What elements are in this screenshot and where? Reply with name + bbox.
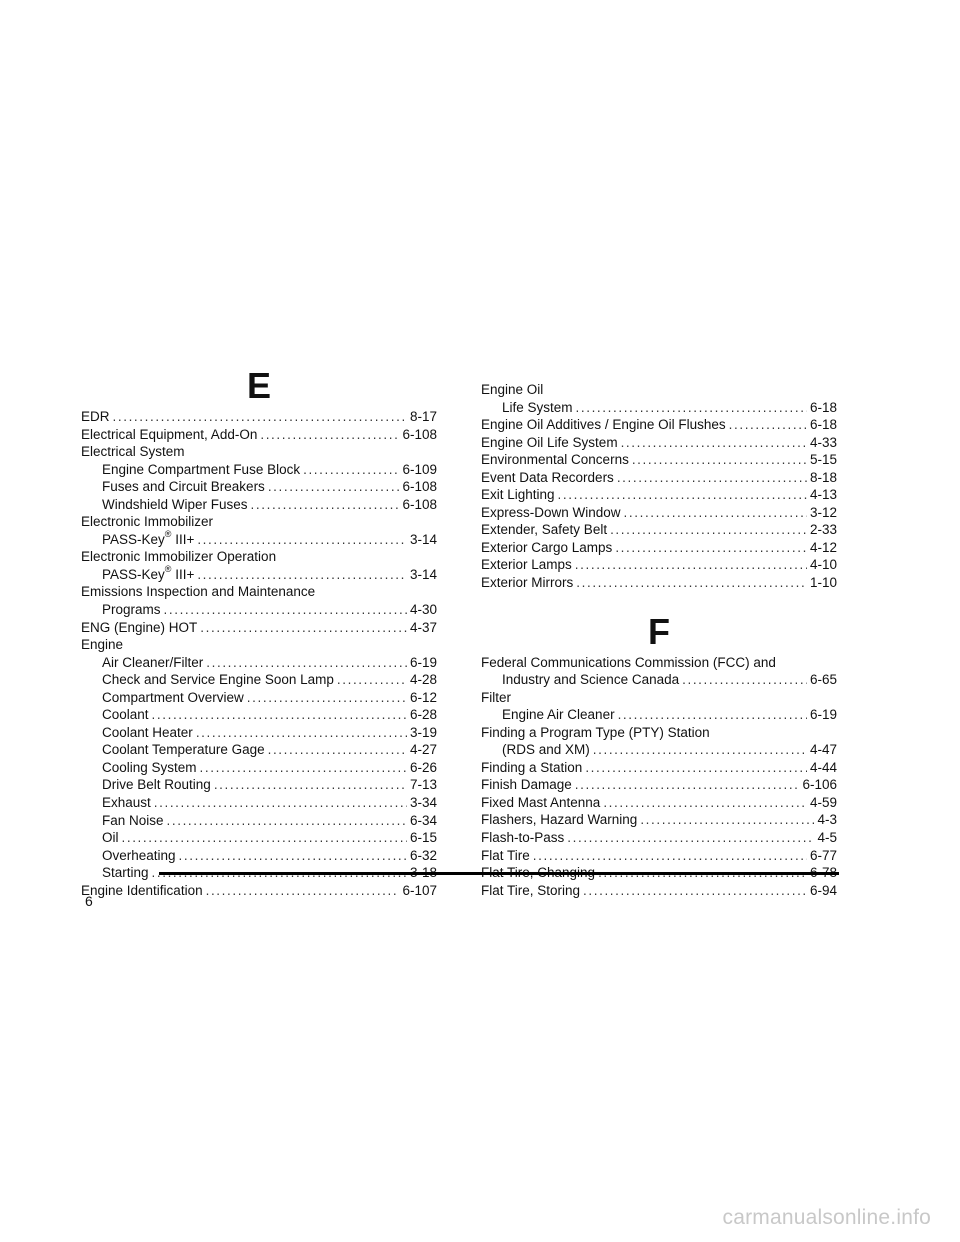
entry-term [481, 434, 618, 452]
entry-page-ref: 8-18 [809, 469, 837, 485]
entry-term-text: Engine Oil [481, 382, 544, 397]
entry-page-ref: 6-107 [402, 882, 437, 898]
entry-term [102, 689, 244, 707]
entry-page-ref: 1-10 [809, 575, 837, 591]
dot-leader [617, 469, 807, 487]
entry-page-ref: 4-37 [409, 619, 437, 635]
index-entry [481, 451, 837, 469]
index-subentry [81, 706, 437, 724]
entry-term-suffix: III+ [175, 566, 195, 582]
entry-term [102, 654, 203, 672]
dot-leader [197, 531, 407, 549]
index-entry [481, 416, 837, 434]
dot-leader [206, 654, 407, 672]
index-entry [481, 794, 837, 812]
index-subentry [81, 478, 437, 496]
entry-term-text: Exhaust [102, 795, 151, 811]
entry-term-text: Exterior Mirrors [481, 575, 574, 591]
entry-page-ref: 6-15 [409, 830, 437, 846]
entry-term-text: Electrical System [81, 444, 185, 460]
entry-page-ref: 4-5 [817, 830, 837, 846]
index-subentry [481, 706, 837, 724]
index-subentry [81, 689, 437, 707]
entry-term-text: Overheating [102, 847, 176, 863]
entry-term-text: Coolant Temperature Gage [102, 742, 265, 758]
dot-leader [167, 812, 407, 830]
entry-term [502, 399, 573, 417]
entry-term [102, 812, 164, 830]
entry-term-text: Flat Tire [481, 847, 530, 863]
entry-term [481, 381, 543, 399]
entry-page-ref: 6-106 [802, 777, 837, 793]
entry-term [102, 759, 197, 777]
entry-term [102, 864, 149, 882]
index-subentry [81, 759, 437, 777]
dot-leader [640, 811, 814, 829]
dot-leader [164, 601, 407, 619]
watermark-link[interactable]: carmanualsonline.info [722, 1206, 931, 1229]
entry-page-ref: 6-18 [809, 399, 837, 415]
entry-page-ref: 3-34 [409, 795, 437, 811]
index-subentry [81, 776, 437, 794]
index-entry [481, 776, 837, 794]
dot-leader [610, 521, 807, 539]
index-entry [481, 654, 837, 672]
entry-term [102, 776, 211, 794]
index-entry [481, 381, 837, 399]
index-subentry [81, 461, 437, 479]
entry-term-text: Drive Belt Routing [102, 777, 211, 793]
entry-term [81, 619, 197, 637]
entry-term [81, 513, 213, 531]
entry-term [81, 548, 276, 566]
entry-page-ref: 2-33 [809, 522, 837, 538]
dot-leader [576, 574, 807, 592]
entry-term [81, 882, 203, 900]
section-letter-e: E [246, 365, 271, 406]
entry-term-text: Finding a Program Type (PTY) Station [481, 724, 710, 740]
entry-term [102, 496, 248, 514]
dot-leader [585, 759, 807, 777]
entry-term-text: Flat Tire, Storing [481, 882, 581, 898]
index-entry [81, 513, 437, 531]
index-subentry [81, 654, 437, 672]
index-list-f [481, 654, 837, 900]
dot-leader [575, 556, 807, 574]
index-subentry [481, 671, 837, 689]
entry-term-text: Exit Lighting [481, 487, 555, 503]
entry-term-text: (RDS and XM) [502, 742, 590, 758]
entry-term [102, 478, 265, 496]
dot-leader [260, 426, 399, 444]
dot-leader [567, 829, 814, 847]
dot-leader [206, 882, 400, 900]
entry-page-ref: 6-32 [409, 847, 437, 863]
entry-page-ref: 3-19 [409, 724, 437, 740]
entry-page-ref: 4-10 [809, 557, 837, 573]
dot-leader [303, 461, 399, 479]
dot-leader [200, 619, 407, 637]
entry-term [481, 451, 629, 469]
entry-term-text: Electrical Equipment, Add-On [81, 426, 258, 442]
entry-term [481, 882, 580, 900]
index-entry [481, 847, 837, 865]
entry-term [481, 776, 572, 794]
entry-term-text: Exterior Lamps [481, 557, 572, 573]
entry-page-ref: 6-26 [409, 759, 437, 775]
dot-leader [251, 496, 400, 514]
registered-mark: ® [164, 529, 172, 540]
entry-term-text: Filter [481, 689, 511, 705]
dot-leader [632, 451, 807, 469]
entry-term-text: Fuses and Circuit Breakers [102, 479, 265, 495]
entry-term [102, 829, 119, 847]
entry-page-ref: 6-108 [402, 426, 437, 442]
dot-leader [729, 416, 807, 434]
index-entry [481, 469, 837, 487]
entry-term-text: Coolant [102, 707, 149, 723]
entry-page-ref: 4-13 [809, 487, 837, 503]
entry-term [481, 556, 572, 574]
entry-page-ref: 6-19 [809, 707, 837, 723]
entry-term [481, 759, 582, 777]
dot-leader [576, 399, 807, 417]
entry-term [481, 521, 607, 539]
entry-term [481, 469, 614, 487]
entry-page-ref: 3-12 [809, 504, 837, 520]
entry-term-text: Windshield Wiper Fuses [102, 496, 248, 512]
entry-term-text: PASS-Key [102, 531, 165, 547]
index-entry [481, 486, 837, 504]
entry-term [481, 829, 564, 847]
index-subentry [81, 847, 437, 865]
index-entry [81, 548, 437, 566]
entry-term [102, 794, 151, 812]
entry-page-ref: 4-47 [809, 742, 837, 758]
entry-page-ref: 3-14 [409, 531, 437, 547]
index-subentry [81, 724, 437, 742]
index-entry [481, 574, 837, 592]
dot-leader [247, 689, 407, 707]
entry-term [481, 689, 511, 707]
entry-page-ref: 4-28 [409, 672, 437, 688]
entry-term-text: Event Data Recorders [481, 469, 614, 485]
entry-page-ref: 4-33 [809, 434, 837, 450]
dot-leader [583, 882, 807, 900]
index-entry [481, 521, 837, 539]
entry-term-text: Electronic Immobilizer [81, 514, 214, 530]
entry-page-ref: 4-27 [409, 742, 437, 758]
index-column-left [81, 366, 437, 899]
entry-term-text: Fixed Mast Antenna [481, 794, 601, 810]
entry-term [102, 847, 176, 865]
index-subentry [81, 794, 437, 812]
index-subentry [81, 671, 437, 689]
entry-term-text: Flashers, Hazard Warning [481, 812, 638, 828]
entry-term-text: Coolant Heater [102, 724, 193, 740]
index-entry [81, 426, 437, 444]
entry-term-text: Engine Air Cleaner [502, 707, 615, 723]
index-subentry [481, 741, 837, 759]
entry-term [102, 566, 194, 584]
index-subentry [481, 399, 837, 417]
entry-page-ref: 3-14 [409, 566, 437, 582]
index-list-e [81, 408, 437, 899]
entry-term [502, 741, 590, 759]
index-entry [481, 539, 837, 557]
entry-term [102, 706, 149, 724]
entry-page-ref: 4-30 [409, 602, 437, 618]
index-entry [481, 556, 837, 574]
entry-term-text: Engine Compartment Fuse Block [102, 461, 301, 477]
entry-term [481, 504, 621, 522]
entry-term [102, 724, 193, 742]
dot-leader [624, 504, 807, 522]
entry-term [102, 601, 161, 619]
entry-page-ref: 4-3 [817, 812, 837, 828]
entry-page-ref: 6-77 [809, 847, 837, 863]
index-entry [481, 759, 837, 777]
entry-page-ref: 5-15 [809, 452, 837, 468]
entry-page-ref: 6-94 [809, 882, 837, 898]
index-entry [81, 583, 437, 601]
entry-term-text: ENG (Engine) HOT [81, 619, 198, 635]
entry-term-text: Life System [502, 399, 573, 415]
entry-page-ref: 4-44 [809, 759, 837, 775]
entry-page-ref: 6-19 [409, 654, 437, 670]
entry-term-text: Finding a Station [481, 759, 583, 775]
index-subentry [81, 829, 437, 847]
entry-page-ref: 8-17 [409, 409, 437, 424]
entry-term-text: Environmental Concerns [481, 452, 629, 468]
dot-leader [113, 408, 407, 426]
entry-term-text: EDR [81, 409, 110, 424]
entry-term [102, 461, 300, 479]
entry-page-ref: 6-34 [409, 812, 437, 828]
entry-term-text: Check and Service Engine Soon Lamp [102, 672, 334, 688]
dot-leader [152, 706, 407, 724]
entry-term [481, 811, 637, 829]
index-entry [81, 882, 437, 900]
entry-term-text: PASS-Key [102, 566, 165, 582]
entry-term [81, 426, 257, 444]
index-subentry [81, 496, 437, 514]
dot-leader [196, 724, 407, 742]
entry-page-ref: 6-108 [402, 496, 437, 512]
dot-leader [618, 706, 807, 724]
entry-term-text: Fan Noise [102, 812, 164, 828]
dot-leader [214, 776, 407, 794]
dot-leader [682, 671, 807, 689]
entry-page-ref: 6-12 [409, 689, 437, 705]
footer-rule [159, 872, 839, 875]
index-entry [481, 882, 837, 900]
index-subentry [81, 741, 437, 759]
entry-term [502, 671, 679, 689]
entry-term-text: Exterior Cargo Lamps [481, 539, 613, 555]
dot-leader [337, 671, 407, 689]
entry-term [502, 706, 615, 724]
entry-term [481, 794, 600, 812]
index-subentry [81, 601, 437, 619]
entry-page-ref: 6-108 [402, 479, 437, 495]
entry-term-text: Cooling System [102, 759, 197, 775]
index-entry [481, 724, 837, 742]
entry-term [81, 443, 185, 461]
entry-term-text: Industry and Science Canada [502, 672, 680, 688]
dot-leader [179, 847, 407, 865]
dot-leader [154, 794, 407, 812]
entry-term-text: Federal Communications Commission (FCC) and [481, 654, 776, 670]
entry-term-text: Oil [102, 830, 119, 846]
index-entry [481, 811, 837, 829]
entry-term-text: Engine Oil Additives / Engine Oil Flushes [481, 417, 726, 433]
entry-term [102, 671, 334, 689]
index-column-right [481, 381, 837, 899]
entry-page-ref: 4-12 [809, 539, 837, 555]
index-entry [81, 636, 437, 654]
entry-term-text: Engine Identification [81, 882, 203, 898]
entry-term-text: Engine Oil Life System [481, 434, 618, 450]
entry-term-text: Finish Damage [481, 777, 572, 793]
page-number: 6 [85, 893, 93, 909]
dot-leader [615, 539, 807, 557]
dot-leader [621, 434, 807, 452]
entry-page-ref: 6-18 [809, 417, 837, 433]
entry-page-ref: 6-28 [409, 707, 437, 723]
dot-leader [268, 478, 400, 496]
index-entry [481, 689, 837, 707]
entry-term-text: Extender, Safety Belt [481, 522, 608, 538]
entry-term [81, 636, 123, 654]
entry-term-text: Electronic Immobilizer Operation [81, 549, 277, 565]
dot-leader [268, 741, 407, 759]
entry-term-text: Compartment Overview [102, 689, 244, 705]
entry-term [481, 486, 555, 504]
dot-leader [122, 829, 407, 847]
entry-term-text: Air Cleaner/Filter [102, 654, 204, 670]
entry-term [81, 408, 110, 426]
entry-term [102, 531, 194, 549]
registered-mark: ® [164, 564, 172, 575]
dot-leader [558, 486, 807, 504]
entry-page-ref: 6-109 [402, 461, 437, 477]
entry-term-suffix: III+ [175, 531, 195, 547]
dot-leader [533, 847, 807, 865]
entry-term-text: Engine [81, 637, 124, 653]
entry-page-ref: 4-59 [809, 794, 837, 810]
entry-page-ref: 7-13 [409, 777, 437, 793]
section-letter-f: F [648, 610, 670, 652]
entry-page-ref: 6-65 [809, 672, 837, 688]
entry-term [102, 741, 265, 759]
entry-term-text: Express-Down Window [481, 504, 621, 520]
entry-term-text: Starting [102, 865, 149, 881]
entry-term [481, 574, 573, 592]
dot-leader [200, 759, 407, 777]
dot-leader [197, 566, 407, 584]
dot-leader [575, 776, 800, 794]
entry-term [481, 724, 710, 742]
index-entry [81, 408, 437, 426]
index-entry [481, 504, 837, 522]
dot-leader [593, 741, 807, 759]
index-subentry [81, 812, 437, 830]
entry-term [81, 583, 315, 601]
entry-term-text: Emissions Inspection and Maintenance [81, 584, 316, 600]
index-entry [481, 829, 837, 847]
index-entry [81, 443, 437, 461]
index-entry [81, 619, 437, 637]
entry-term [481, 654, 776, 672]
entry-term-text: Programs [102, 602, 161, 618]
index-list-e-continued [481, 381, 837, 592]
dot-leader [603, 794, 807, 812]
index-entry [481, 434, 837, 452]
index-subentry [81, 531, 437, 549]
entry-term-text: Flash-to-Pass [481, 830, 565, 846]
index-subentry [81, 566, 437, 584]
entry-term [481, 539, 612, 557]
entry-term [481, 416, 726, 434]
entry-term [481, 847, 530, 865]
